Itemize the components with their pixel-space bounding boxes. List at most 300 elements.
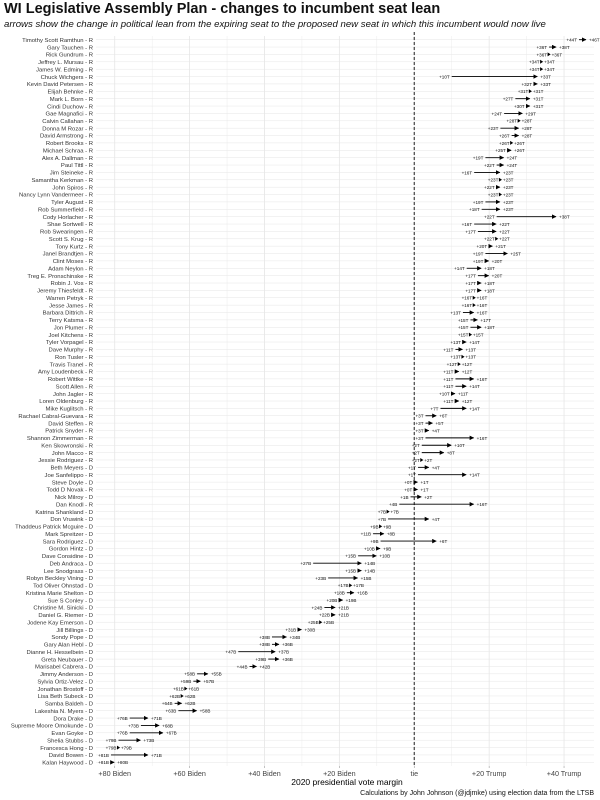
end-value-label: +22T bbox=[499, 229, 510, 235]
end-value-label: +17T bbox=[480, 317, 492, 323]
row-label: Michael Schraa - R bbox=[42, 148, 93, 155]
end-value-label: +12T bbox=[461, 369, 473, 375]
row-label: Dianne H. Hesselbein - D bbox=[26, 649, 93, 656]
end-value-label: +16T bbox=[476, 502, 488, 508]
end-value-label: +23T bbox=[502, 199, 514, 205]
end-value-label: +23T bbox=[502, 177, 514, 183]
start-value-label: +1T bbox=[407, 472, 417, 478]
row-label: James W. Edming - R bbox=[36, 67, 93, 74]
row-label: Jill Billings - D bbox=[56, 627, 93, 634]
end-value-label: +18T bbox=[484, 288, 495, 294]
end-value-label: +23T bbox=[502, 170, 514, 176]
start-value-label: +1B bbox=[400, 494, 409, 500]
row-label: Thaddeus Patrick Mcguire - D bbox=[15, 524, 93, 531]
start-value-label: +11T bbox=[443, 369, 454, 375]
start-value-label: +3T bbox=[415, 413, 424, 419]
end-value-label: +61B bbox=[188, 686, 200, 692]
end-value-label: +5T bbox=[435, 421, 444, 427]
end-value-label: +57B bbox=[203, 679, 215, 685]
row-label: Greta Neubauer - D bbox=[41, 657, 93, 664]
row-label: Tyler Vorpagel - R bbox=[45, 340, 93, 347]
row-label: Patrick Snyder - R bbox=[45, 428, 93, 435]
start-value-label: +14T bbox=[454, 266, 465, 272]
start-value-label: +11T bbox=[443, 376, 454, 382]
row-label: Travis Tranel - R bbox=[49, 362, 93, 369]
end-value-label: +55B bbox=[210, 671, 222, 677]
end-value-label: +34T bbox=[544, 59, 555, 65]
row-labels bbox=[11, 38, 93, 767]
end-value-label: +18T bbox=[484, 280, 495, 286]
start-value-label: +0T bbox=[404, 487, 413, 493]
start-value-label: +36T bbox=[536, 52, 548, 58]
row-label: Paul Tittl - R bbox=[60, 163, 93, 170]
end-value-label: +21B bbox=[338, 612, 349, 618]
row-label: David Bowen - D bbox=[48, 753, 93, 760]
row-label: Chuck Wichgers - R bbox=[40, 74, 93, 81]
end-value-label: +15T bbox=[472, 332, 484, 338]
end-value-label: +13T bbox=[465, 354, 477, 360]
row-label: Deb Andraca - D bbox=[49, 561, 93, 568]
row-label: Francesca Hong - D bbox=[40, 745, 93, 752]
start-value-label: +16T bbox=[461, 303, 473, 309]
end-value-label: +14T bbox=[469, 472, 480, 478]
end-value-label: +14B bbox=[364, 561, 376, 567]
start-value-label: +22B bbox=[319, 612, 330, 618]
start-value-label: +73B bbox=[128, 723, 139, 729]
row-label: Robyn Beckley Vining - D bbox=[26, 576, 93, 583]
row-label: Nick Milroy - D bbox=[54, 495, 93, 502]
end-value-label: +24T bbox=[506, 155, 518, 161]
start-value-label: +2T bbox=[411, 457, 420, 463]
row-label: Dave Considine - D bbox=[41, 554, 93, 561]
caption: Calculations by John Johnson (@jdjmke) using election data from the LTSB bbox=[360, 790, 594, 797]
start-value-label: +13T bbox=[450, 310, 461, 316]
start-value-label: +31B bbox=[285, 627, 297, 633]
start-value-label: +27B bbox=[300, 561, 312, 567]
end-value-label: +9B bbox=[383, 546, 392, 552]
row-label: Kristina Marie Shelton - D bbox=[25, 590, 93, 597]
x-tick-label: +20 Biden bbox=[323, 769, 356, 778]
start-value-label: +4B bbox=[388, 502, 398, 508]
start-value-label: +19T bbox=[472, 258, 484, 264]
end-value-label: +20T bbox=[491, 273, 503, 279]
row-label: Terry Katsma - R bbox=[48, 318, 93, 325]
start-value-label: +17T bbox=[465, 273, 476, 279]
row-label: Jeffrey L. Mursau - R bbox=[38, 60, 93, 67]
row-label: Sue S Conley - D bbox=[47, 598, 93, 605]
x-tick-label: +60 Biden bbox=[173, 769, 206, 778]
start-value-label: +3T bbox=[415, 421, 424, 427]
start-value-label: +15B bbox=[345, 568, 357, 574]
row-label: Dan Knodl - R bbox=[56, 502, 93, 509]
end-value-label: +42B bbox=[259, 664, 271, 670]
end-value-label: +28T bbox=[521, 126, 533, 132]
end-value-label: +68B bbox=[162, 723, 174, 729]
start-value-label: +22T bbox=[484, 185, 495, 191]
row-label: Daniel G. Riemer - D bbox=[38, 613, 93, 620]
row-label: Dave Murphy - R bbox=[48, 347, 93, 354]
end-value-label: +22T bbox=[499, 236, 510, 242]
x-tick-label: +80 Biden bbox=[98, 769, 132, 778]
x-tick-label: +40 Biden bbox=[248, 769, 281, 778]
start-value-label: +31T bbox=[517, 89, 529, 95]
row-label: Mark Spreitzer - D bbox=[45, 531, 93, 538]
start-value-label: +61B bbox=[173, 686, 184, 692]
x-tick-label: tie bbox=[410, 769, 419, 778]
start-value-label: +27T bbox=[502, 96, 514, 102]
start-value-label: +63B bbox=[165, 708, 177, 714]
end-value-label: +13T bbox=[465, 347, 477, 353]
end-value-label: +15B bbox=[360, 575, 372, 581]
row-label: Gae Magnafici - R bbox=[45, 111, 93, 118]
row-label: David Armstrong - R bbox=[39, 133, 93, 140]
end-value-label: +21B bbox=[338, 605, 349, 611]
end-value-label: +9B bbox=[383, 524, 392, 530]
start-value-label: +76B bbox=[116, 715, 128, 721]
row-label: Alex A. Dallman - R bbox=[41, 155, 93, 162]
end-value-label: +24T bbox=[506, 162, 518, 168]
row-label: Sara Rodriguez - D bbox=[42, 539, 93, 546]
end-value-label: +34B bbox=[289, 634, 301, 640]
end-value-label: +1T bbox=[420, 480, 429, 486]
start-value-label: +10B bbox=[363, 546, 375, 552]
start-value-label: +38B bbox=[259, 642, 270, 648]
start-value-label: +62B bbox=[169, 693, 181, 699]
end-value-label: +20T bbox=[491, 258, 503, 264]
end-value-label: +14T bbox=[469, 406, 480, 412]
row-label: Tyler August - R bbox=[51, 200, 93, 207]
row-label: Joe Sanfelippo - R bbox=[44, 472, 93, 479]
start-value-label: +22T bbox=[484, 236, 495, 242]
end-value-label: +31T bbox=[532, 103, 544, 109]
row-label: Marisabel Cabrera - D bbox=[35, 664, 93, 671]
end-value-label: +8B bbox=[386, 531, 396, 537]
start-value-label: +15T bbox=[457, 325, 469, 331]
end-value-label: +26T bbox=[514, 140, 525, 146]
start-value-label: +24B bbox=[311, 605, 323, 611]
row-label: Cindi Duchow - R bbox=[47, 104, 93, 111]
end-value-label: +16T bbox=[476, 376, 488, 382]
end-value-label: +31T bbox=[532, 89, 544, 95]
end-value-label: +30B bbox=[304, 627, 316, 633]
start-value-label: +13T bbox=[450, 354, 461, 360]
start-value-label: +44T bbox=[566, 37, 578, 43]
row-label: Mike Kuglitsch - R bbox=[45, 406, 93, 413]
start-value-label: +32T bbox=[521, 81, 533, 87]
end-value-label: +14B bbox=[364, 568, 376, 574]
row-label: Lee Snodgrass - D bbox=[43, 568, 93, 575]
end-value-label: +4T bbox=[431, 465, 440, 471]
end-value-label: +36B bbox=[281, 656, 293, 662]
row-label: Jimmy Anderson - D bbox=[39, 672, 93, 679]
start-value-label: +28T bbox=[506, 118, 518, 124]
start-value-label: +7B bbox=[377, 516, 387, 522]
start-value-label: +25T bbox=[495, 148, 506, 154]
row-label: Rick Gundrum - R bbox=[45, 52, 93, 59]
end-value-label: +2T bbox=[424, 457, 433, 463]
end-value-label: +7B bbox=[390, 509, 399, 515]
row-label: Beth Meyers - D bbox=[50, 465, 93, 472]
row-label: Supreme Moore Omokunde - D bbox=[10, 723, 93, 730]
row-label: Kevin David Petersen - R bbox=[26, 82, 93, 89]
end-value-label: +73B bbox=[143, 738, 155, 744]
row-label: Robert Brooks - R bbox=[45, 141, 93, 148]
end-value-label: +8T bbox=[446, 450, 455, 456]
start-value-label: +38B bbox=[259, 634, 270, 640]
end-value-label: +28T bbox=[521, 133, 533, 139]
start-value-label: +26T bbox=[499, 133, 510, 139]
row-label: Scott S. Krug - R bbox=[48, 236, 93, 243]
row-label: Rob Swearingen - R bbox=[39, 229, 93, 236]
start-value-label: +79B bbox=[105, 738, 117, 744]
row-label: Gordon Hintz - D bbox=[48, 546, 93, 553]
row-label: Robert Wittke - R bbox=[47, 377, 93, 384]
row-label: David Steffen - R bbox=[48, 421, 93, 428]
row-label: Lisa Beth Subeck - D bbox=[37, 694, 93, 701]
row-label: John Spiros - R bbox=[52, 185, 93, 192]
start-value-label: +81B bbox=[98, 760, 109, 766]
start-value-label: +81B bbox=[98, 752, 109, 758]
end-value-label: +62B bbox=[184, 701, 196, 707]
start-value-label: +3T bbox=[415, 435, 424, 441]
row-label: Joel Kitchens - R bbox=[48, 332, 93, 339]
end-value-label: +33T bbox=[540, 81, 551, 87]
start-value-label: +19T bbox=[472, 251, 484, 257]
row-label: Ron Tusler - R bbox=[55, 354, 93, 361]
end-value-label: +2T bbox=[424, 494, 433, 500]
start-value-label: +18B bbox=[334, 590, 345, 596]
start-value-label: +12T bbox=[446, 362, 458, 368]
row-label: Todd D Novak - R bbox=[46, 487, 93, 494]
end-value-label: +71B bbox=[150, 752, 162, 758]
chart-subtitle: arrows show the change in political lean from the expiring seat to the proposed new seat in which this incumbent would now live bbox=[4, 19, 546, 30]
end-value-label: +1T bbox=[420, 487, 429, 493]
end-value-label: +4T bbox=[431, 516, 440, 522]
end-value-label: +14T bbox=[469, 384, 480, 390]
start-value-label: +15B bbox=[345, 553, 357, 559]
end-value-label: +31T bbox=[532, 96, 544, 102]
end-value-label: +38T bbox=[559, 214, 570, 220]
end-value-label: +14T bbox=[469, 339, 480, 345]
start-value-label: +76B bbox=[116, 730, 128, 736]
row-label: Jodene Kay Emerson - D bbox=[27, 620, 93, 627]
start-value-label: +44B bbox=[236, 664, 248, 670]
row-label: Shelia Stubbs - D bbox=[47, 738, 93, 745]
end-value-label: +16T bbox=[476, 310, 488, 316]
row-label: Jim Steineke - R bbox=[49, 170, 93, 177]
start-value-label: +23B bbox=[315, 575, 327, 581]
start-value-label: +15T bbox=[457, 317, 469, 323]
row-label: Mark L. Born - R bbox=[49, 96, 93, 103]
row-label: Calvin Callahan - R bbox=[42, 118, 93, 125]
end-value-label: +38T bbox=[559, 44, 570, 50]
start-value-label: +18T bbox=[469, 207, 480, 213]
end-value-label: +18T bbox=[484, 266, 495, 272]
start-value-label: +7B bbox=[377, 509, 387, 515]
start-value-label: +22T bbox=[484, 162, 495, 168]
row-label: Kalan Haywood - D bbox=[42, 760, 93, 767]
start-value-label: +30T bbox=[513, 103, 525, 109]
row-label: Katrina Shankland - D bbox=[35, 509, 93, 516]
row-label: Warren Petryk - R bbox=[46, 295, 93, 302]
start-value-label: +23T bbox=[487, 177, 499, 183]
row-label: Shannon Zimmerman - R bbox=[26, 436, 93, 443]
row-label: Adam Neylon - R bbox=[48, 266, 93, 273]
start-value-label: +64B bbox=[161, 701, 173, 707]
row-label: Samantha Kerkman - R bbox=[31, 177, 93, 184]
row-label: Amy Loudenbeck - R bbox=[37, 369, 93, 376]
start-value-label: +7T bbox=[430, 406, 439, 412]
start-value-label: +11T bbox=[443, 347, 454, 353]
row-label: Gary Tauchen - R bbox=[46, 45, 93, 52]
start-value-label: +15T bbox=[457, 332, 469, 338]
end-value-label: +36B bbox=[281, 642, 293, 648]
row-label: Timothy Scott Ramthun - R bbox=[22, 37, 93, 44]
start-value-label: +9B bbox=[370, 524, 379, 530]
row-label: Gary Alan Hebl - D bbox=[43, 642, 93, 649]
start-value-label: +20B bbox=[326, 597, 338, 603]
start-value-label: +11T bbox=[443, 384, 454, 390]
row-label: Sondy Pope - D bbox=[51, 635, 93, 642]
start-value-label: +16T bbox=[461, 221, 473, 227]
end-value-label: +18T bbox=[484, 325, 495, 331]
start-value-label: +10T bbox=[439, 391, 450, 397]
x-axis-label: 2020 presidential vote margin bbox=[291, 777, 403, 787]
row-label: Evan Goyke - D bbox=[51, 731, 93, 738]
end-value-label: +28T bbox=[521, 118, 533, 124]
row-label: Loren Oldenburg - R bbox=[39, 399, 93, 406]
start-value-label: +39B bbox=[255, 656, 267, 662]
row-label: Lakeshia N. Myers - D bbox=[34, 708, 93, 715]
end-value-label: +17B bbox=[353, 583, 364, 589]
start-value-label: +17B bbox=[337, 583, 349, 589]
row-label: Don Vruwink - D bbox=[50, 517, 93, 524]
row-label: Rob Summerfield - R bbox=[38, 207, 93, 214]
end-value-label: +21T bbox=[495, 244, 507, 250]
end-value-label: +6T bbox=[439, 539, 448, 545]
row-label: Jeremy Thiesfeldt - R bbox=[37, 288, 93, 295]
end-value-label: +34T bbox=[544, 67, 555, 73]
end-value-label: +25B bbox=[323, 620, 335, 626]
end-value-label: +79B bbox=[120, 745, 132, 751]
start-value-label: +11T bbox=[443, 398, 454, 404]
end-value-label: +36T bbox=[551, 52, 563, 58]
start-value-label: +24T bbox=[491, 111, 503, 117]
row-label: Rachael Cabral-Guevara - R bbox=[18, 413, 93, 420]
end-value-label: +37B bbox=[278, 649, 290, 655]
end-value-label: +22T bbox=[499, 221, 510, 227]
row-label: Janel Brandtjen - R bbox=[42, 251, 93, 258]
end-value-label: +80B bbox=[117, 760, 129, 766]
start-value-label: +34T bbox=[528, 59, 540, 65]
x-tick-label: +40 Trump bbox=[546, 769, 582, 778]
start-value-label: +22T bbox=[484, 214, 495, 220]
row-label: Dora Drake - D bbox=[53, 716, 93, 723]
start-value-label: +2T bbox=[411, 443, 420, 449]
end-value-label: +12T bbox=[461, 362, 473, 368]
end-value-label: +10B bbox=[379, 553, 391, 559]
start-value-label: +3T bbox=[415, 428, 424, 434]
start-value-label: +58B bbox=[184, 671, 196, 677]
end-value-label: +58B bbox=[199, 708, 211, 714]
start-value-label: +25B bbox=[307, 620, 319, 626]
end-value-label: +10T bbox=[454, 443, 465, 449]
end-value-label: +62B bbox=[184, 693, 196, 699]
start-value-label: +11B bbox=[360, 531, 372, 537]
row-label: Jesse James - R bbox=[49, 303, 93, 310]
row-label: Treg E. Pronschinske - R bbox=[27, 273, 93, 280]
start-value-label: +23T bbox=[487, 126, 499, 132]
start-value-label: +19T bbox=[472, 199, 484, 205]
row-label: Robin J. Vos - R bbox=[50, 281, 93, 288]
start-value-label: +2T bbox=[411, 450, 420, 456]
row-label: Tod Oliver Ohnstad - D bbox=[33, 583, 93, 590]
row-label: Shae Sortwell - R bbox=[47, 222, 93, 229]
row-label: Sylvia Ortiz-Velez - D bbox=[37, 679, 93, 686]
start-value-label: +36T bbox=[536, 44, 548, 50]
start-value-label: +23T bbox=[487, 192, 499, 198]
end-value-label: +23T bbox=[502, 207, 514, 213]
row-label: Scott Allen - R bbox=[55, 384, 93, 391]
end-value-label: +16T bbox=[476, 295, 488, 301]
row-label: Elijah Behnke - R bbox=[47, 89, 93, 96]
row-label: Donna M Rozar - R bbox=[42, 126, 93, 133]
row-label: Christine M. Sinicki - D bbox=[33, 605, 93, 612]
row-label: Jon Plumer - R bbox=[53, 325, 93, 332]
start-value-label: +0T bbox=[404, 480, 413, 486]
start-value-label: +17T bbox=[465, 288, 476, 294]
row-label: Cody Horlacher - R bbox=[42, 214, 93, 221]
row-label: John Macco - R bbox=[51, 450, 93, 457]
start-value-label: +13T bbox=[450, 339, 461, 345]
end-value-label: +16T bbox=[476, 435, 488, 441]
start-value-label: +47B bbox=[225, 649, 237, 655]
end-value-label: +4T bbox=[431, 428, 440, 434]
start-value-label: +34T bbox=[528, 67, 540, 73]
end-value-label: +46T bbox=[589, 37, 600, 43]
row-label: Barbara Dittrich - R bbox=[42, 310, 93, 317]
start-value-label: +59B bbox=[180, 679, 192, 685]
end-value-label: +11T bbox=[457, 391, 469, 397]
end-value-label: +29T bbox=[525, 111, 536, 117]
end-value-label: +23T bbox=[502, 185, 514, 191]
start-value-label: +26T bbox=[499, 140, 510, 146]
end-value-label: +67B bbox=[165, 730, 177, 736]
row-label: John Jagler - R bbox=[53, 391, 93, 398]
start-value-label: +1T bbox=[407, 465, 417, 471]
end-value-label: +19B bbox=[345, 597, 357, 603]
start-value-label: +79B bbox=[105, 745, 117, 751]
row-label: Jonathan Brostoff - D bbox=[37, 686, 93, 693]
end-value-label: +25T bbox=[510, 251, 521, 257]
end-value-label: +26T bbox=[514, 148, 525, 154]
start-value-label: +16T bbox=[461, 295, 473, 301]
end-value-label: +23T bbox=[502, 192, 514, 198]
row-label: Clint Moses - R bbox=[52, 259, 93, 266]
start-value-label: +17T bbox=[465, 229, 476, 235]
end-value-label: +6T bbox=[439, 413, 448, 419]
start-value-label: +17T bbox=[465, 280, 476, 286]
row-label: Tony Kurtz - R bbox=[55, 244, 93, 251]
row-label: Steve Doyle - D bbox=[51, 480, 93, 487]
start-value-label: +19T bbox=[472, 155, 484, 161]
chart-title: WI Legislative Assembly Plan - changes to incumbent seat lean bbox=[4, 1, 441, 17]
x-tick-label: +20 Trump bbox=[471, 769, 507, 778]
end-value-label: +16T bbox=[476, 303, 488, 309]
start-value-label: +10T bbox=[439, 74, 450, 80]
row-label: Ken Skowronski - R bbox=[41, 443, 93, 450]
row-label: Samba Baldeh - D bbox=[44, 701, 93, 708]
